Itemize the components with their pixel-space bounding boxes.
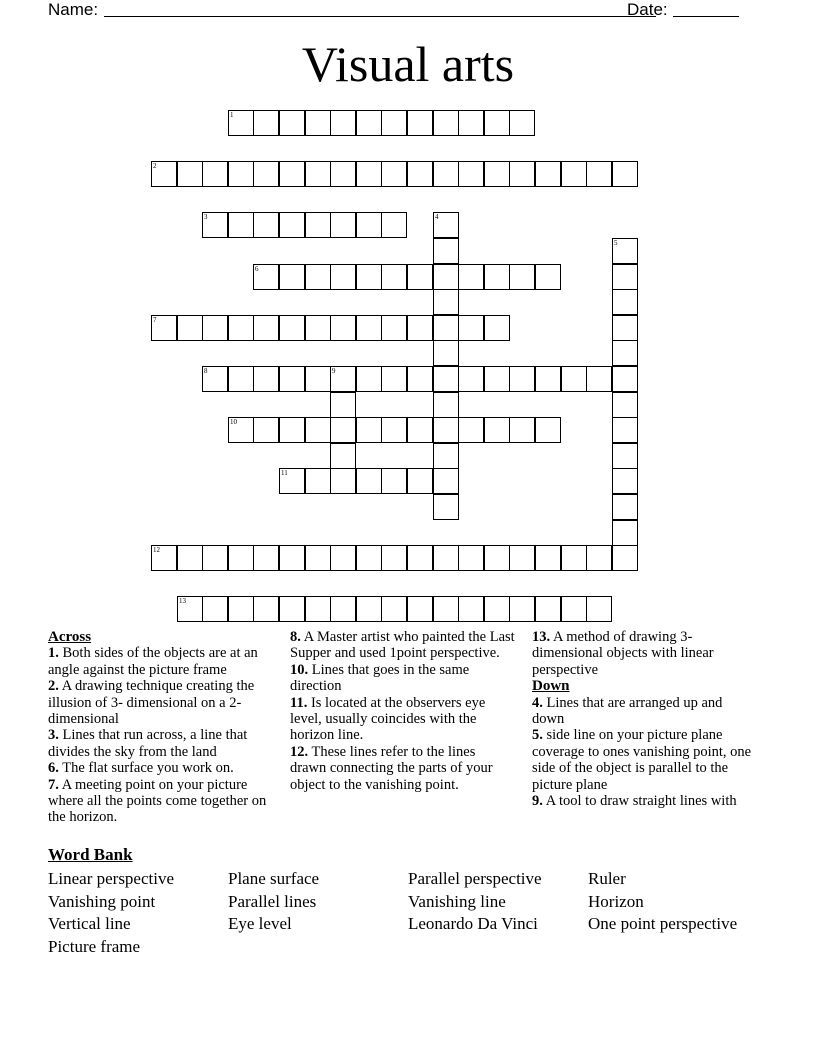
crossword-cell[interactable] — [279, 417, 305, 443]
crossword-cell[interactable] — [228, 366, 254, 392]
crossword-cell[interactable] — [433, 545, 459, 571]
crossword-cell[interactable] — [330, 315, 356, 341]
clue-number: 6 — [255, 265, 259, 273]
clue-across-8: 8. A Master artist who painted the Last Supper and used 1point perspective. — [290, 629, 515, 662]
word-bank-item: Eye level — [228, 914, 292, 933]
crossword-cell[interactable] — [356, 545, 382, 571]
crossword-cell[interactable] — [433, 212, 459, 238]
crossword-cell[interactable] — [509, 545, 535, 571]
crossword-cell[interactable] — [407, 366, 433, 392]
clue-across-11: 11. Is located at the observers eye level, usually coincides with the horizon line. — [290, 694, 486, 744]
crossword-cell[interactable] — [356, 417, 382, 443]
crossword-cell[interactable] — [612, 366, 638, 392]
name-field[interactable] — [104, 16, 656, 17]
clue-across-6: 6. The flat surface you work on. — [48, 760, 234, 777]
crossword-cell[interactable] — [381, 315, 407, 341]
crossword-cell[interactable] — [381, 264, 407, 290]
crossword-cell[interactable] — [202, 596, 228, 622]
crossword-cell[interactable] — [279, 110, 305, 136]
crossword-cell[interactable] — [330, 392, 356, 418]
crossword-cell[interactable] — [279, 545, 305, 571]
crossword-cell[interactable] — [228, 212, 254, 238]
clue-across-10: 10. Lines that goes in the same direction — [290, 661, 470, 695]
crossword-cell[interactable] — [612, 392, 638, 418]
crossword-cell[interactable] — [433, 238, 459, 264]
crossword-cell[interactable] — [279, 468, 305, 494]
crossword-cell[interactable] — [330, 161, 356, 187]
crossword-cell[interactable] — [586, 161, 612, 187]
crossword-cell[interactable] — [356, 161, 382, 187]
crossword-cell[interactable] — [381, 468, 407, 494]
crossword-cell[interactable] — [228, 110, 254, 136]
crossword-cell[interactable] — [305, 366, 331, 392]
across-heading: Across — [48, 629, 92, 645]
clues-column-3 — [532, 629, 757, 809]
crossword-cell[interactable] — [279, 596, 305, 622]
crossword-cell[interactable] — [458, 264, 484, 290]
crossword-cell[interactable] — [253, 315, 279, 341]
clue-across-13: 13. A method of drawing 3-dimensional objects with linear perspective — [532, 629, 714, 678]
crossword-cell[interactable] — [305, 468, 331, 494]
word-bank-item: Vertical line — [48, 914, 131, 933]
crossword-cell[interactable] — [381, 417, 407, 443]
crossword-cell[interactable] — [305, 417, 331, 443]
crossword-cell[interactable] — [484, 366, 510, 392]
crossword-cell[interactable] — [586, 366, 612, 392]
crossword-cell[interactable] — [202, 545, 228, 571]
clue-across-3: 3. Lines that run across, a line that divides the sky from the land — [48, 727, 248, 760]
crossword-cell[interactable] — [202, 366, 228, 392]
crossword-cell[interactable] — [330, 417, 356, 443]
crossword-cell[interactable] — [330, 110, 356, 136]
crossword-cell[interactable] — [433, 110, 459, 136]
crossword-cell[interactable] — [356, 264, 382, 290]
word-bank-column-2 — [228, 868, 319, 936]
crossword-cell[interactable] — [356, 315, 382, 341]
crossword-cell[interactable] — [407, 161, 433, 187]
crossword-cell[interactable] — [509, 264, 535, 290]
crossword-cell[interactable] — [612, 315, 638, 341]
clue-number: 2 — [153, 162, 157, 170]
date-field[interactable] — [673, 16, 739, 17]
crossword-cell[interactable] — [407, 417, 433, 443]
down-heading: Down — [532, 678, 570, 695]
crossword-cell[interactable] — [535, 366, 561, 392]
crossword-cell[interactable] — [612, 161, 638, 187]
crossword-cell[interactable] — [279, 264, 305, 290]
crossword-cell[interactable] — [381, 212, 407, 238]
crossword-cell[interactable] — [279, 315, 305, 341]
word-bank-title: Word Bank — [48, 845, 133, 864]
crossword-cell[interactable] — [535, 417, 561, 443]
crossword-cell[interactable] — [484, 110, 510, 136]
crossword-cell[interactable] — [381, 110, 407, 136]
clue-number: 11 — [281, 469, 288, 477]
crossword-cell[interactable] — [484, 315, 510, 341]
crossword-cell[interactable] — [330, 545, 356, 571]
crossword-cell[interactable] — [509, 417, 535, 443]
crossword-cell[interactable] — [561, 545, 587, 571]
word-bank-column-4 — [588, 868, 737, 936]
crossword-cell[interactable] — [509, 366, 535, 392]
word-bank-item: Vanishing point — [48, 891, 156, 911]
crossword-cell[interactable] — [228, 417, 254, 443]
crossword-cell[interactable] — [407, 468, 433, 494]
crossword-cell[interactable] — [535, 161, 561, 187]
crossword-cell[interactable] — [228, 161, 254, 187]
crossword-cell[interactable] — [612, 443, 638, 469]
word-bank-column-1 — [48, 868, 174, 958]
crossword-cell[interactable] — [433, 468, 459, 494]
crossword-cell[interactable] — [228, 315, 254, 341]
word-bank-item: Parallel lines — [228, 891, 317, 911]
crossword-cell[interactable] — [458, 110, 484, 136]
clue-number: 1 — [230, 111, 234, 119]
clue-number: 5 — [614, 239, 618, 247]
clue-down-9: 9. A tool to draw straight lines with — [532, 793, 737, 810]
crossword-cell[interactable] — [253, 596, 279, 622]
crossword-cell[interactable] — [612, 545, 638, 571]
word-bank-column-3 — [408, 868, 542, 936]
crossword-cell[interactable] — [253, 110, 279, 136]
crossword-cell[interactable] — [407, 596, 433, 622]
crossword-cell[interactable] — [305, 264, 331, 290]
crossword-cell[interactable] — [177, 545, 203, 571]
crossword-cell[interactable] — [407, 545, 433, 571]
crossword-cell[interactable] — [612, 238, 638, 264]
crossword-cell[interactable] — [330, 596, 356, 622]
crossword-cell[interactable] — [253, 545, 279, 571]
clue-number: 12 — [153, 546, 160, 554]
crossword-cell[interactable] — [561, 596, 587, 622]
word-bank-item: One point perspective — [588, 914, 738, 933]
crossword-cell[interactable] — [381, 545, 407, 571]
crossword-cell[interactable] — [356, 596, 382, 622]
crossword-cell[interactable] — [305, 110, 331, 136]
crossword-cell[interactable] — [458, 315, 484, 341]
crossword-cell[interactable] — [612, 340, 638, 366]
word-bank-item: Linear perspective — [48, 869, 175, 888]
crossword-cell[interactable] — [177, 161, 203, 187]
crossword-cell[interactable] — [330, 264, 356, 290]
crossword-cell[interactable] — [612, 417, 638, 443]
crossword-cell[interactable] — [202, 161, 228, 187]
crossword-cell[interactable] — [356, 468, 382, 494]
crossword-cell[interactable] — [433, 596, 459, 622]
crossword-cell[interactable] — [612, 494, 638, 520]
word-bank-item: Vanishing line — [408, 891, 506, 911]
crossword-cell[interactable] — [305, 212, 331, 238]
clue-across-7: 7. A meeting point on your picture where all the points come together on the horizon. — [48, 776, 267, 826]
clue-number: 9 — [332, 367, 336, 375]
crossword-cell[interactable] — [305, 596, 331, 622]
crossword-cell[interactable] — [228, 596, 254, 622]
crossword-cell[interactable] — [253, 212, 279, 238]
crossword-cell[interactable] — [433, 366, 459, 392]
crossword-cell[interactable] — [433, 417, 459, 443]
crossword-cell[interactable] — [458, 161, 484, 187]
clue-number: 8 — [204, 367, 208, 375]
crossword-cell[interactable] — [330, 443, 356, 469]
crossword-cell[interactable] — [458, 366, 484, 392]
crossword-cell[interactable] — [484, 161, 510, 187]
crossword-cell[interactable] — [151, 315, 177, 341]
clues-column-2 — [290, 629, 515, 793]
crossword-cell[interactable] — [407, 110, 433, 136]
clue-number: 13 — [179, 597, 186, 605]
crossword-cell[interactable] — [433, 392, 459, 418]
crossword-cell[interactable] — [356, 366, 382, 392]
crossword-cell[interactable] — [177, 596, 203, 622]
clue-across-2: 2. A drawing technique creating the illusion of 3- dimensional on a 2- dimensional — [48, 678, 255, 728]
clue-number: 7 — [153, 316, 157, 324]
crossword-cell[interactable] — [202, 315, 228, 341]
crossword-cell[interactable] — [509, 110, 535, 136]
crossword-cell[interactable] — [305, 545, 331, 571]
crossword-cell[interactable] — [509, 596, 535, 622]
name-label: Name: — [48, 0, 99, 19]
crossword-cell[interactable] — [381, 366, 407, 392]
crossword-cell[interactable] — [484, 545, 510, 571]
crossword-cell[interactable] — [433, 340, 459, 366]
crossword-cell[interactable] — [330, 366, 356, 392]
clue-across-1: 1. Both sides of the objects are at an angle against the picture frame — [48, 645, 258, 678]
clues-column-1 — [48, 629, 270, 826]
crossword-cell[interactable] — [253, 161, 279, 187]
word-bank-item: Ruler — [588, 869, 626, 888]
page-title: Visual arts — [301, 36, 515, 92]
crossword-cell[interactable] — [484, 596, 510, 622]
crossword-cell[interactable] — [433, 161, 459, 187]
crossword-cell[interactable] — [253, 366, 279, 392]
word-bank-item: Parallel perspective — [408, 869, 542, 888]
crossword-cell[interactable] — [279, 161, 305, 187]
crossword-cell[interactable] — [612, 289, 638, 315]
crossword-cell[interactable] — [433, 315, 459, 341]
word-bank-item: Picture frame — [48, 936, 141, 956]
crossword-cell[interactable] — [253, 417, 279, 443]
crossword-cell[interactable] — [151, 545, 177, 571]
crossword-cell[interactable] — [177, 315, 203, 341]
crossword-cell[interactable] — [381, 596, 407, 622]
crossword-cell[interactable] — [279, 212, 305, 238]
crossword-cell[interactable] — [330, 468, 356, 494]
crossword-cell[interactable] — [381, 161, 407, 187]
crossword-cell[interactable] — [407, 315, 433, 341]
crossword-cell[interactable] — [433, 264, 459, 290]
word-bank-item: Horizon — [588, 891, 644, 911]
crossword-cell[interactable] — [433, 289, 459, 315]
clue-down-4: 4. Lines that are arranged up and down — [532, 694, 723, 728]
crossword-cell[interactable] — [356, 110, 382, 136]
crossword-cell[interactable] — [433, 443, 459, 469]
crossword-cell[interactable] — [253, 264, 279, 290]
crossword-cell[interactable] — [151, 161, 177, 187]
crossword-cell[interactable] — [458, 596, 484, 622]
crossword-cell[interactable] — [279, 366, 305, 392]
crossword-cell[interactable] — [612, 264, 638, 290]
clue-number: 4 — [435, 213, 439, 221]
header — [48, 0, 748, 20]
crossword-cell[interactable] — [202, 212, 228, 238]
crossword-cell[interactable] — [561, 161, 587, 187]
crossword-cell[interactable] — [458, 545, 484, 571]
crossword-cell[interactable] — [356, 212, 382, 238]
word-bank-item: Leonardo Da Vinci — [408, 914, 538, 933]
crossword-cell[interactable] — [535, 596, 561, 622]
crossword-cell[interactable] — [458, 417, 484, 443]
crossword-cell[interactable] — [330, 212, 356, 238]
crossword-cell[interactable] — [535, 264, 561, 290]
crossword-cell[interactable] — [612, 468, 638, 494]
crossword-cell[interactable] — [484, 264, 510, 290]
clue-number: 3 — [204, 213, 208, 221]
clue-down-5: 5. side line on your picture plane coverage to ones vanishing point, one side of the object is parallel to the picture plane — [532, 727, 752, 793]
crossword-cell[interactable] — [509, 161, 535, 187]
crossword-cell[interactable] — [228, 545, 254, 571]
crossword-cell[interactable] — [535, 545, 561, 571]
crossword-cell[interactable] — [305, 315, 331, 341]
crossword-cell[interactable] — [561, 366, 587, 392]
crossword-cell[interactable] — [433, 494, 459, 520]
date-label: Date: — [627, 0, 668, 19]
clue-number: 10 — [230, 418, 237, 426]
clue-across-12: 12. These lines refer to the lines drawn connecting the parts of your object to the vanishing point. — [290, 743, 493, 793]
crossword-cell[interactable] — [305, 161, 331, 187]
word-bank-item: Plane surface — [228, 869, 320, 888]
crossword-cell[interactable] — [407, 264, 433, 290]
crossword-cell[interactable] — [484, 417, 510, 443]
crossword-cell[interactable] — [612, 520, 638, 546]
crossword-cell[interactable] — [586, 545, 612, 571]
crossword-cell[interactable] — [586, 596, 612, 622]
